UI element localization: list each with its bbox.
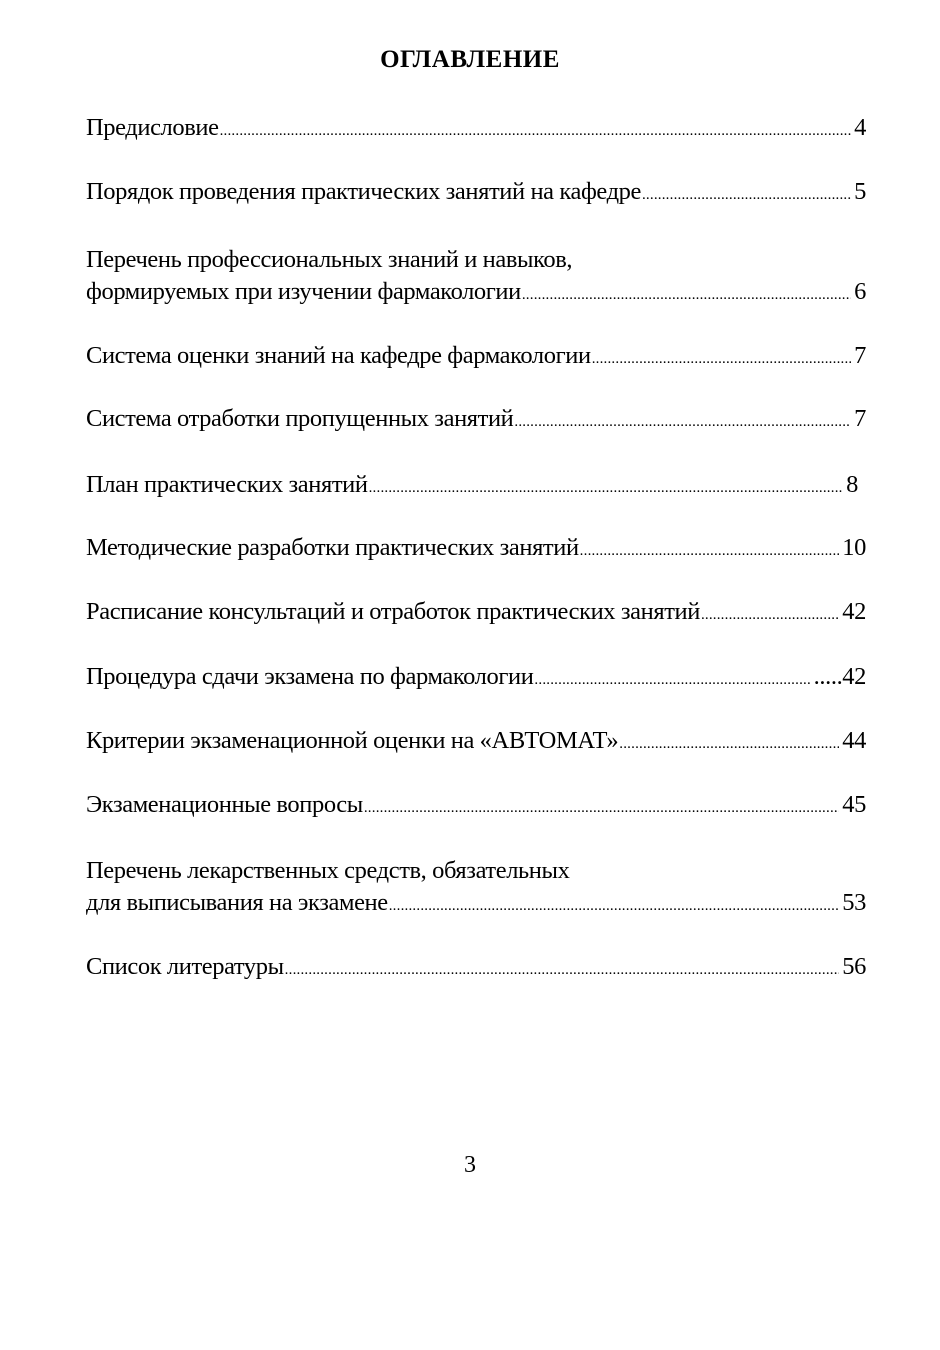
- toc-entry-text: Список литературы: [86, 953, 284, 980]
- toc-entry-text: Система оценки знаний на кафедре фармакологии: [86, 342, 591, 369]
- toc-entry-text: Процедура сдачи экзамена по фармакологии: [86, 663, 534, 690]
- dot-leader: [389, 890, 840, 922]
- toc-entry: [86, 340, 866, 375]
- toc-entry-first-line: Перечень лекарственных средств, обязательных: [86, 857, 570, 884]
- toc-entry: [86, 725, 866, 760]
- toc-entry-page: 42: [842, 598, 866, 625]
- toc-entry: [86, 469, 858, 504]
- toc-entry-text: Порядок проведения практических занятий на кафедре: [86, 178, 641, 205]
- toc-entry-page: 4: [854, 114, 866, 141]
- toc-entry: [86, 176, 866, 211]
- dot-leader: [514, 406, 851, 438]
- dot-leader: [701, 599, 839, 631]
- toc-entry: [86, 532, 866, 567]
- toc-entry-page: 5: [854, 178, 866, 205]
- toc-entry-page: 7: [854, 342, 866, 369]
- toc-entry: [86, 855, 866, 922]
- toc-entry-page: 7: [854, 405, 866, 432]
- toc-entry-text: Методические разработки практических занятий: [86, 534, 579, 561]
- toc-entry-text: Экзаменационные вопросы: [86, 791, 363, 818]
- toc-entry-page: 8: [846, 471, 858, 498]
- dot-leader: [642, 179, 851, 211]
- toc-entry-text: Критерии экзаменационной оценки на «АВТОМАТ»: [86, 727, 619, 754]
- toc-entry: [86, 244, 866, 311]
- toc-entry-first-line: Перечень профессиональных знаний и навыков,: [86, 246, 573, 273]
- dot-leader: [522, 279, 851, 311]
- dot-leader: [580, 535, 840, 567]
- toc-entry-page: 10: [842, 534, 866, 561]
- toc-entry-page: 45: [842, 791, 866, 818]
- dot-leader: [592, 343, 851, 375]
- toc-entry-page: 53: [842, 889, 866, 916]
- dot-leader: [364, 792, 839, 824]
- dot-leader: [220, 115, 852, 147]
- toc-entry-text: Предисловие: [86, 114, 219, 141]
- toc-entry: [86, 112, 866, 147]
- toc-entry-text: План практических занятий: [86, 471, 368, 498]
- dot-leader: [534, 664, 810, 696]
- dot-leader: [369, 472, 844, 504]
- toc-entry: [86, 403, 866, 438]
- toc-entry: [86, 789, 866, 824]
- toc-entry-text: Система отработки пропущенных занятий: [86, 405, 514, 432]
- page-number: 3: [464, 1152, 476, 1178]
- toc-entry: [86, 951, 866, 986]
- toc-entry: [86, 661, 866, 696]
- toc-entry-page: 56: [842, 953, 866, 980]
- toc-entry-page: 6: [854, 278, 866, 305]
- toc-entry: [86, 596, 866, 631]
- toc-entry-page: 44: [842, 727, 866, 754]
- toc-entry-page: .....42: [813, 663, 866, 690]
- dot-leader: [285, 954, 840, 986]
- dot-leader: [619, 728, 839, 760]
- toc-entry-text: для выписывания на экзамене: [86, 889, 388, 916]
- toc-entry-text: Расписание консультаций и отработок практических занятий: [86, 598, 700, 625]
- toc-title: ОГЛАВЛЕНИЕ: [380, 46, 560, 73]
- toc-entry-text: формируемых при изучении фармакологии: [86, 278, 521, 305]
